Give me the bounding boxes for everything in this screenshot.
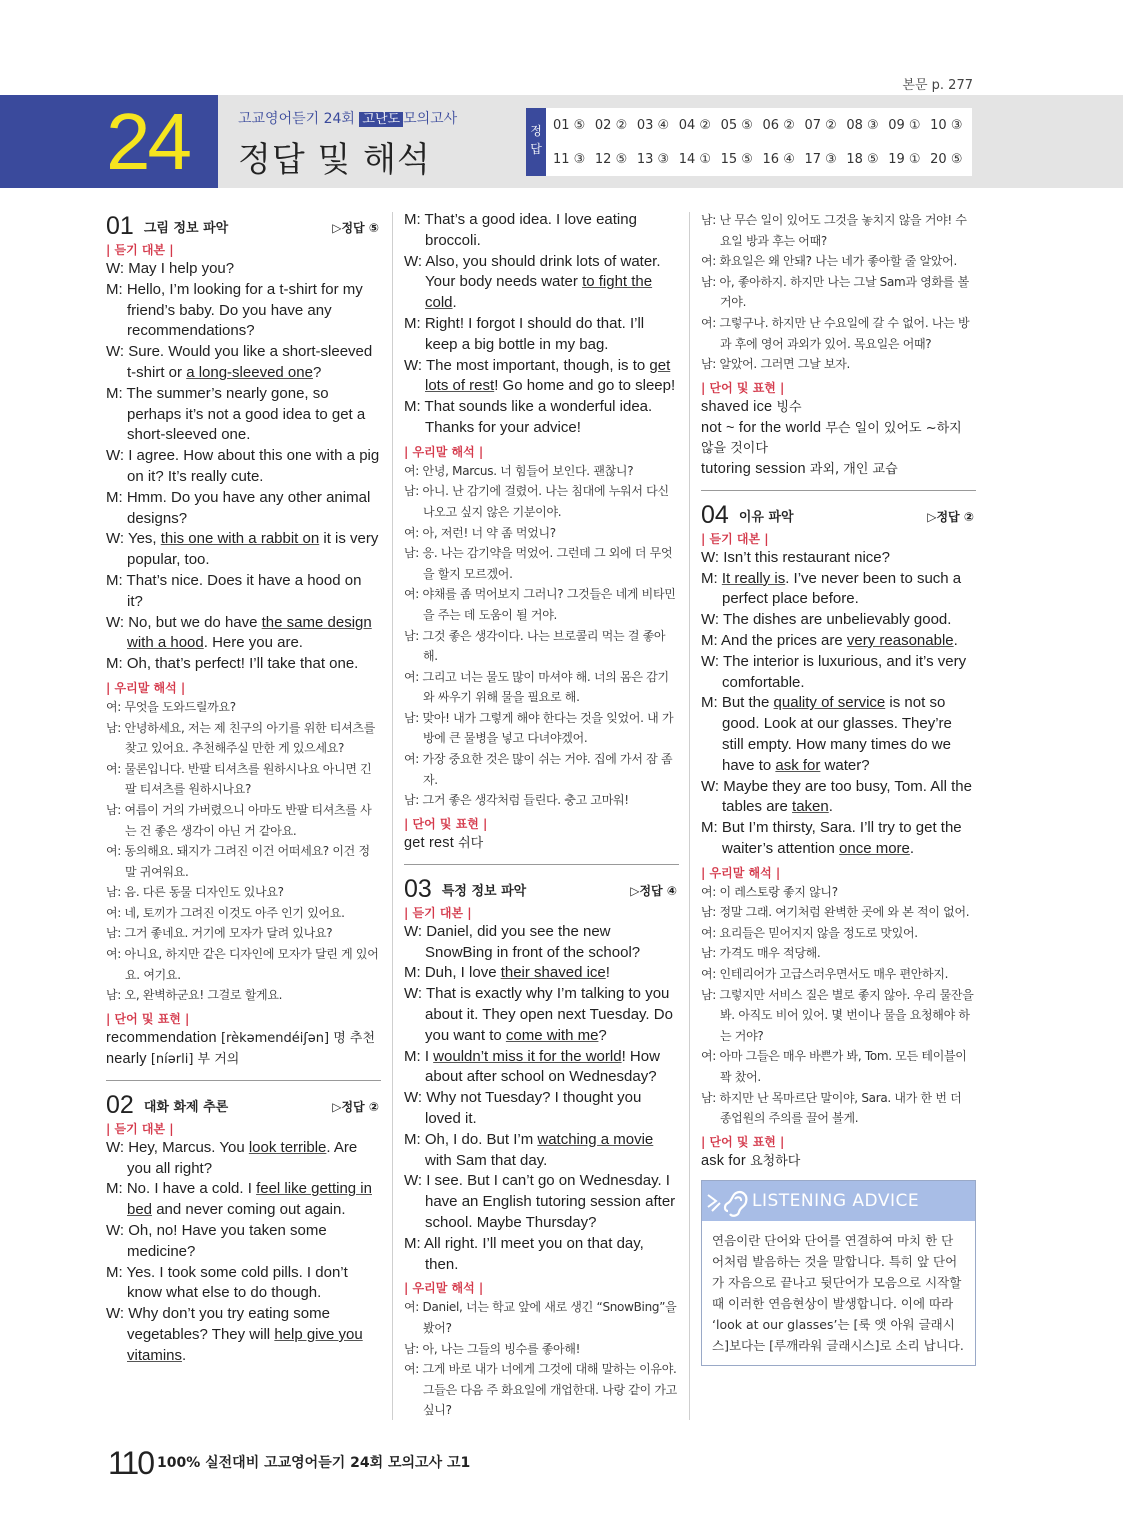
column-2 <box>404 210 679 1421</box>
answer-cell: 11 ③ <box>553 151 586 167</box>
section-divider <box>701 490 976 491</box>
listening-advice-header <box>702 1181 975 1221</box>
script-line: W: Sure. Would you like a short-sleeved t-shirt or a long-sleeved one? <box>106 343 373 381</box>
translation-line: 남: 정말 그래. 여기처럼 완벽한 곳에 와 본 적이 없어. <box>701 905 970 920</box>
script-line: M: Duh, I love their shaved ice! <box>404 964 610 982</box>
vocab-pron: [níərli] <box>150 1051 194 1067</box>
section-number: 02 <box>106 1090 134 1119</box>
answer-cell: 18 ⑤ <box>846 151 879 167</box>
difficulty-tag: 고난도 <box>359 112 403 127</box>
translation-line: 남: 하지만 난 목마르단 말이야, Sara. 내가 한 번 더 종업원의 주의를 끌어 볼게. <box>701 1090 962 1126</box>
page-title: 정답 및 해석 <box>238 140 431 180</box>
translation-line: 남: 안녕하세요, 저는 제 친구의 아기를 위한 티셔츠를 찾고 있어요. 추천해주실 만한 게 있으세요? <box>106 720 375 756</box>
answer-cell: 20 ⑤ <box>930 151 963 167</box>
translation-line: 여: 그게 바로 내가 너에게 그것에 대해 말하는 이유야. 그들은 다음 주 화요일에 개업한대. 나랑 같이 가고 싶니? <box>404 1362 677 1418</box>
script-line: M: All right. I’ll meet you on that day, then. <box>404 1234 644 1273</box>
script-line: W: Maybe they are too busy, Tom. All the tables are taken. <box>701 777 972 816</box>
book-title: 100% 실전대비 고교영어듣기 24회 모의고사 고1 <box>157 1455 471 1471</box>
vocab-label: | 단어 및 표현 | <box>404 816 488 831</box>
section-title: 그림 정보 파악 <box>143 221 229 236</box>
translation-line: 남: 그것 좋은 생각이다. 나는 브로콜리 먹는 걸 좋아해. <box>404 628 666 664</box>
section-answer: ▷정답 ④ <box>630 883 677 898</box>
translation-line: 남: 알았어. 그러면 그날 보자. <box>701 357 851 372</box>
vocab-meaning: 요청하다 <box>750 1153 801 1169</box>
section-title: 이유 파악 <box>738 509 794 525</box>
translation-line: 남: 아, 좋아하지. 하지만 나는 그날 Sam과 영화를 볼 거야. <box>701 274 969 310</box>
vocab-label: | 단어 및 표현 | <box>701 380 785 395</box>
section-number: 03 <box>404 874 432 903</box>
section-answer: ▷정답 ⑤ <box>332 221 379 235</box>
section-number: 04 <box>701 500 729 529</box>
script-line: M: Oh, that’s perfect! I’ll take that one. <box>106 655 359 673</box>
script-line: M: The summer’s nearly gone, so perhaps it’s not a good idea to get a short-sleeved one. <box>106 384 366 444</box>
translation-line: 남: 난 무슨 일이 있어도 그것을 놓치지 않을 거야! 수요일 방과 후는 어때? <box>701 213 967 248</box>
answer-cell: 06 ② <box>762 117 795 133</box>
script-line: W: Why not Tuesday? I thought you loved it. <box>404 1089 642 1128</box>
section-title: 대화 화제 추론 <box>143 1099 229 1115</box>
translation-line: 여: 요리들은 믿어지지 않을 정도로 맛있어. <box>701 925 918 940</box>
section-divider <box>404 864 679 865</box>
test-number: 24 <box>106 97 189 186</box>
translation-line: 남: 아, 나는 그들의 빙수를 좋아해! <box>404 1341 581 1356</box>
translation-line: 여: 이 레스토랑 좋지 않니? <box>701 884 838 899</box>
vocab-meaning: 무슨 일이 있어도 ~하지 않을 것이다 <box>701 420 962 456</box>
vocab-item <box>701 459 976 480</box>
translation-line: 남: 여름이 거의 가버렸으니 아마도 반팔 티셔츠를 사는 건 좋은 생각이 아닌 거 같아요. <box>106 802 372 838</box>
vocab-item <box>701 397 976 418</box>
vocab-meaning: 빙수 <box>776 399 802 415</box>
answer-row <box>546 142 972 176</box>
subtitle-post: 모의고사 <box>403 111 458 127</box>
translation-line: 남: 아니. 난 감기에 걸렸어. 나는 침대에 누워서 다신 나오고 싶지 않은 기분이야. <box>404 484 669 519</box>
column-divider <box>689 212 690 1420</box>
translation-line: 여: 아마 그들은 매우 바쁜가 봐, Tom. 모든 테이블이 꽉 찼어. <box>701 1049 967 1085</box>
answer-cell: 14 ① <box>678 151 712 167</box>
translation-line: 여: 화요일은 왜 안돼? 나는 네가 좋아할 줄 알았어. <box>701 254 957 269</box>
header-subtitle <box>238 108 457 128</box>
script-line: M: No. I have a cold. I feel like getting in bed and never coming out again. <box>106 1180 372 1219</box>
vocab-item <box>106 1028 381 1049</box>
test-number-box <box>0 95 218 188</box>
answer-cell: 02 ② <box>594 117 628 133</box>
vocab-item <box>106 1049 381 1070</box>
translation-line: 여: 야채를 좀 먹어보지 그러니? 그것들은 네게 비타민을 주는 데 도움이 될 거야. <box>404 587 676 622</box>
answer-cell: 08 ③ <box>846 117 879 133</box>
column-divider <box>392 212 393 1420</box>
ear-icon <box>702 1181 752 1221</box>
listening-advice-box <box>701 1180 976 1366</box>
section-01-header <box>106 210 381 240</box>
script-line: W: Isn’t this restaurant nice? <box>701 548 890 566</box>
script-label: | 듣기 대본 | <box>701 531 769 546</box>
answer-cell: 04 ② <box>678 117 712 133</box>
answer-cell: 03 ④ <box>636 117 670 133</box>
script-label: | 듣기 대본 | <box>106 243 174 257</box>
vocab-meaning: 추천 <box>349 1030 376 1046</box>
translation-label: | 우리말 해석 | <box>404 444 484 459</box>
vocab-meaning: 거의 <box>214 1051 240 1067</box>
translation-line: 남: 그렇지만 서비스 질은 별로 좋지 않아. 우리 물잔을 봐. 아직도 비어 있어. 몇 번이나 물을 요청해야 하는 거야? <box>701 987 974 1043</box>
translation-line: 여: 그리고 너는 물도 많이 마셔야 해. 너의 몸은 감기와 싸우기 위해 물을 필요로 해. <box>404 669 669 705</box>
translation-line: 여: 그렇구나. 하지만 난 수요일에 갈 수 없어. 나는 방과 후에 영어 과외가 있어. 목요일은 어때? <box>701 315 970 351</box>
vocab-meaning: 과외, 개인 교습 <box>809 461 898 477</box>
script-line: W: The dishes are unbelievably good. <box>701 611 952 629</box>
script-line: W: Also, you should drink lots of water. Your body needs water to fight the cold. <box>404 252 661 312</box>
answer-row <box>546 108 972 142</box>
translation-line: 여: 네, 토끼가 그려진 이것도 아주 인기 있어요. <box>106 905 345 920</box>
script-line: W: Hey, Marcus. You look terrible. Are you all right? <box>106 1138 358 1177</box>
answer-cell: 01 ⑤ <box>553 117 586 133</box>
answer-cell: 12 ⑤ <box>594 151 628 167</box>
script-line: W: May I help you? <box>106 260 235 277</box>
column-3 <box>701 210 976 1366</box>
vocab-pron: [rèkəmendéiʃən] <box>220 1030 330 1046</box>
answer-cell: 09 ① <box>888 117 921 133</box>
answer-cell: 15 ⑤ <box>720 151 753 167</box>
script-line: W: The most important, though, is to get lots of rest! Go home and go to sleep! <box>404 356 676 395</box>
translation-line: 여: Daniel, 너는 학교 앞에 새로 생긴 “SnowBing”을 봤어? <box>404 1300 677 1335</box>
vocab-pos: 명 <box>333 1030 346 1046</box>
vocab-term: shaved ice <box>701 398 773 415</box>
page-number: 110 <box>108 1445 154 1481</box>
vocab-pos: 부 <box>197 1051 211 1067</box>
answer-cell: 16 ④ <box>762 151 795 167</box>
subtitle-pre: 고교영어듣기 24회 <box>238 111 355 127</box>
listening-advice-title: LISTENING ADVICE <box>752 1190 920 1211</box>
script-line: W: The interior is luxurious, and it’s very comfortable. <box>701 652 967 691</box>
script-line: M: But I’m thirsty, Sara. I’ll try to get the waiter’s attention once more. <box>701 819 962 857</box>
translation-label: | 우리말 해석 | <box>701 865 781 880</box>
section-04-header <box>701 499 976 529</box>
script-line: W: No, but we do have the same design with a hood. Here you are. <box>106 613 372 652</box>
answer-key-label: 정답 <box>526 108 546 176</box>
script-line: W: Daniel, did you see the new SnowBing in front of the school? <box>404 922 641 961</box>
answer-cell: 13 ③ <box>636 151 670 167</box>
answer-cell: 07 ② <box>804 117 837 133</box>
vocab-meaning: 쉬다 <box>458 835 484 851</box>
translation-line: 여: 인테리어가 고급스러우면서도 매우 편안하지. <box>701 967 949 982</box>
answer-cell: 17 ③ <box>804 151 837 167</box>
script-line: M: That’s a good idea. I love eating broccoli. <box>404 211 637 249</box>
translation-line: 남: 오, 완벽하군요! 그걸로 할게요. <box>106 988 283 1003</box>
answer-cell: 10 ③ <box>930 117 963 133</box>
translation-line: 남: 그거 좋네요. 거기에 모자가 달려 있나요? <box>106 926 333 941</box>
vocab-term: recommendation <box>106 1029 217 1046</box>
translation-line: 여: 가장 중요한 것은 많이 쉬는 거야. 집에 가서 잠 좀 자. <box>404 752 673 787</box>
script-line: M: Hmm. Do you have any other animal designs? <box>106 488 371 527</box>
answer-cell: 19 ① <box>888 151 921 167</box>
script-line: M: But the quality of service is not so good. Look at our glasses. They’re still empty. How many times do we have to ask for water? <box>701 694 952 774</box>
script-line: M: I wouldn’t miss it for the world! How about after school on Wednesday? <box>404 1047 660 1086</box>
translation-line: 여: 안녕, Marcus. 너 힘들어 보인다. 괜찮니? <box>404 463 634 478</box>
script-line: M: That sounds like a wonderful idea. Thanks for your advice! <box>404 398 653 436</box>
translation-line: 여: 아니요, 하지만 같은 디자인에 모자가 달린 게 있어요. 여기요. <box>106 947 379 982</box>
listening-advice-text: 연음이란 단어와 단어를 연결하여 마치 한 단어처럼 발음하는 것을 말합니다. 특히 앞 단어가 자음으로 끝나고 뒷단어가 모음으로 시작할 때 이러한 연음현상이 발생합니다. 이에 따라 ‘look at our glasses’는 [룩 앳 아워 글래시스]보다는 [루깨라워 글래시스]로 소리 납니다. <box>712 1232 964 1353</box>
script-line: W: I agree. How about this one with a pig on it? It’s really cute. <box>106 447 380 485</box>
translation-line: 남: 응. 나는 감기약을 먹었어. 그런데 그 외에 더 무엇을 할지 모르겠어. <box>404 546 673 581</box>
translation-line: 여: 무엇을 도와드릴까요? <box>106 699 236 714</box>
translation-line: 여: 동의해요. 돼지가 그려진 이건 어떠세요? 이건 정말 귀여워요. <box>106 844 370 879</box>
script-line: M: Right! I forgot I should do that. I’ll keep a big bottle in my bag. <box>404 314 645 353</box>
section-02-header <box>106 1089 381 1119</box>
section-answer: ▷정답 ② <box>927 509 974 524</box>
translation-label: | 우리말 해석 | <box>404 1281 484 1296</box>
script-line: W: Yes, this one with a rabbit on it is very popular, too. <box>106 530 379 569</box>
column-1 <box>106 210 381 1367</box>
section-divider <box>106 1080 381 1081</box>
vocab-term: nearly <box>106 1050 147 1067</box>
vocab-term: ask for <box>701 1152 746 1169</box>
script-line: M: Oh, I do. But I’m watching a movie with Sam that day. <box>404 1130 654 1169</box>
answer-cell: 05 ⑤ <box>720 117 753 133</box>
script-line: W: Why don’t you try eating some vegetables? They will help give you vitamins. <box>106 1305 363 1364</box>
vocab-item <box>404 833 679 854</box>
vocab-item <box>701 418 976 459</box>
script-line: W: Oh, no! Have you taken some medicine? <box>106 1222 327 1260</box>
section-title: 특정 정보 파악 <box>441 883 527 899</box>
section-number: 01 <box>106 212 134 240</box>
script-line: M: It really is. I’ve never been to such a perfect place before. <box>701 569 962 608</box>
script-label: | 듣기 대본 | <box>106 1121 174 1136</box>
section-03-header <box>404 873 679 903</box>
script-line: M: That’s nice. Does it have a hood on it? <box>106 571 362 610</box>
script-label: | 듣기 대본 | <box>404 905 472 920</box>
translation-label: | 우리말 해석 | <box>106 680 186 695</box>
translation-line: 남: 그거 좋은 생각처럼 들린다. 충고 고마워! <box>404 793 629 808</box>
script-line: W: That is exactly why I’m talking to you about it. They open next Tuesday. Do you want to come with me? <box>404 985 673 1044</box>
vocab-term: not ~ for the world <box>701 419 822 436</box>
vocab-term: get rest <box>404 834 454 851</box>
translation-line: 남: 맞아! 내가 그렇게 해야 한다는 것을 잊었어. 내 가방에 큰 물병을 넣고 다녀야겠어. <box>404 710 674 746</box>
vocab-term: tutoring session <box>701 460 806 477</box>
translation-line: 여: 아, 저런! 너 약 좀 먹었니? <box>404 525 556 540</box>
vocab-item <box>701 1151 976 1172</box>
script-line: M: Hello, I’m looking for a t-shirt for my friend’s baby. Do you have any recommendations? <box>106 280 363 340</box>
page-reference: 본문 p. 277 <box>902 78 973 93</box>
script-line: M: And the prices are very reasonable. <box>701 631 958 649</box>
vocab-label: | 단어 및 표현 | <box>701 1134 785 1149</box>
translation-line: 남: 음. 다른 동물 디자인도 있나요? <box>106 885 284 900</box>
script-line: W: I see. But I can’t go on Wednesday. I have an English tutoring session after school. Maybe Thursday? <box>404 1172 676 1232</box>
section-answer: ▷정답 ② <box>332 1099 379 1114</box>
vocab-label: | 단어 및 표현 | <box>106 1011 190 1026</box>
script-line: M: Yes. I took some cold pills. I don’t know what else to do though. <box>106 1263 348 1302</box>
answer-key-table <box>546 108 972 176</box>
translation-line: 남: 가격도 매우 적당해. <box>701 946 821 961</box>
translation-line: 여: 물론입니다. 반팔 티셔츠를 원하시나요 아니면 긴팔 티셔츠를 원하시나요? <box>106 761 372 797</box>
